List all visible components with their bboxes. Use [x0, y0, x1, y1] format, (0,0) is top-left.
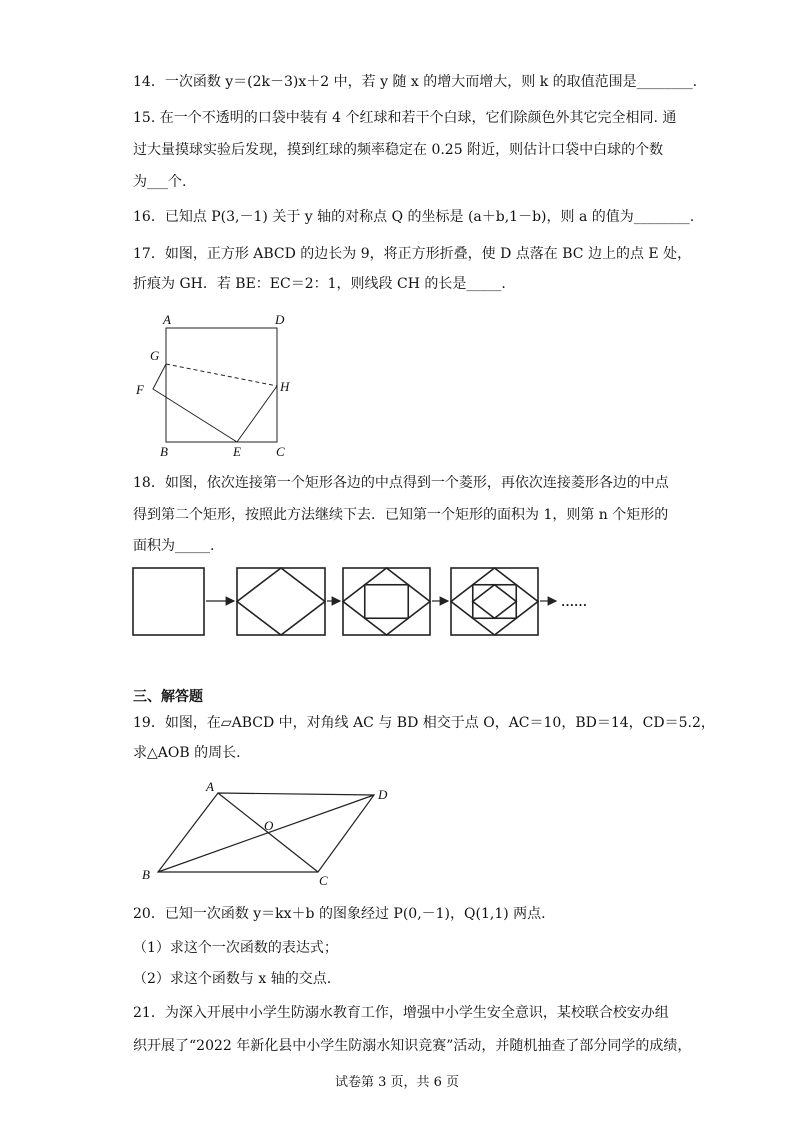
line-q20: 20．已知一次函数 y＝kx＋b 的图象经过 P(0,－1)，Q(1,1) 两点. — [133, 906, 546, 922]
ellipsis: …… — [561, 594, 587, 609]
line-q21-2: 织开展了“2022 年新化县中小学生防溺水知识竞赛”活动，并随机抽查了部分同学的成绩， — [133, 1038, 692, 1054]
crease-gh — [166, 364, 277, 386]
section-heading-answers: 三、解答题 — [133, 689, 203, 705]
label-d: D — [378, 787, 388, 802]
figure-q17-folded-square — [130, 308, 300, 460]
page-footer: 试卷第 3 页，共 6 页 — [334, 1075, 460, 1090]
label-b: B — [160, 444, 168, 459]
line-q20-2: （2）求这个函数与 x 轴的交点. — [133, 971, 332, 987]
line-q20-1: （1）求这个一次函数的表达式； — [133, 940, 338, 956]
figure-q19-parallelogram — [138, 776, 398, 888]
line-q21-1: 21．为深入开展中小学生防溺水教育工作，增强中小学生安全意识，某校联合校安办组 — [133, 1005, 669, 1021]
line-q18-3: 面积为_____. — [133, 538, 215, 554]
label-b: B — [142, 867, 150, 882]
line-q18-2: 得到第二个矩形，按照此方法继续下去．已知第一个矩形的面积为 1，则第 n 个矩形的 — [133, 507, 669, 523]
line-q17-2: 折痕为 GH．若 BE：EC＝2：1，则线段 CH 的长是_____. — [133, 276, 506, 292]
line-q15-1: 15. 在一个不透明的口袋中装有 4 个红球和若干个白球，它们除颜色外其它完全相同. 通 — [133, 110, 677, 126]
line-q15-3: 为___个. — [133, 174, 187, 190]
line-q15-2: 过大量摸球实验后发现，摸到红球的频率稳定在 0.25 附近，则估计口袋中白球的个数 — [133, 142, 664, 158]
line-q18-1: 18．如图，依次连接第一个矩形各边的中点得到一个菱形，再依次连接菱形各边的中点 — [133, 475, 669, 491]
label-c: C — [319, 873, 328, 888]
shape-step-2-rhombus — [237, 568, 325, 635]
shape-step-4-inner-rect — [473, 585, 517, 619]
line-q19-1: 19．如图，在▱ABCD 中，对角线 AC 与 BD 相交于点 O，AC＝10，BD＝14，CD＝5.2， — [133, 715, 715, 731]
shape-step-3-rhombus — [343, 568, 430, 635]
shape-step-2-rect — [237, 568, 325, 635]
label-c: C — [276, 444, 285, 459]
label-a: A — [206, 779, 214, 794]
shape-step-4-rect — [451, 568, 538, 635]
line-q19-2: 求△AOB 的周长. — [133, 745, 241, 761]
fold-e-h — [237, 386, 277, 442]
label-d: D — [275, 312, 285, 327]
label-a: A — [163, 312, 171, 327]
square-abcd — [166, 328, 277, 442]
figure-q18-nested-shapes — [128, 562, 608, 640]
line-q14: 14．一次函数 y＝(2k－3)x＋2 中，若 y 随 x 的增大而增大，则 k 的取值范围是________. — [133, 74, 698, 90]
label-e: E — [233, 444, 241, 459]
line-q17-1: 17．如图，正方形 ABCD 的边长为 9，将正方形折叠，使 D 点落在 BC 边上的点 E 处， — [133, 246, 692, 262]
label-g: G — [150, 348, 160, 363]
shape-step-1-rect — [133, 568, 204, 635]
line-q16: 16．已知点 P(3,－1) 关于 y 轴的对称点 Q 的坐标是 (a＋b,1－b)，则 a 的值为________. — [133, 209, 695, 225]
diagonal-bd — [158, 795, 374, 872]
shape-step-3-rect — [343, 568, 430, 635]
shape-step-4-inner-rhombus — [473, 585, 517, 619]
shape-step-4-rhombus — [451, 568, 538, 635]
shape-step-3-inner-rect — [365, 585, 409, 619]
label-o: O — [264, 818, 274, 833]
label-f: F — [136, 382, 144, 397]
label-h: H — [280, 379, 290, 394]
